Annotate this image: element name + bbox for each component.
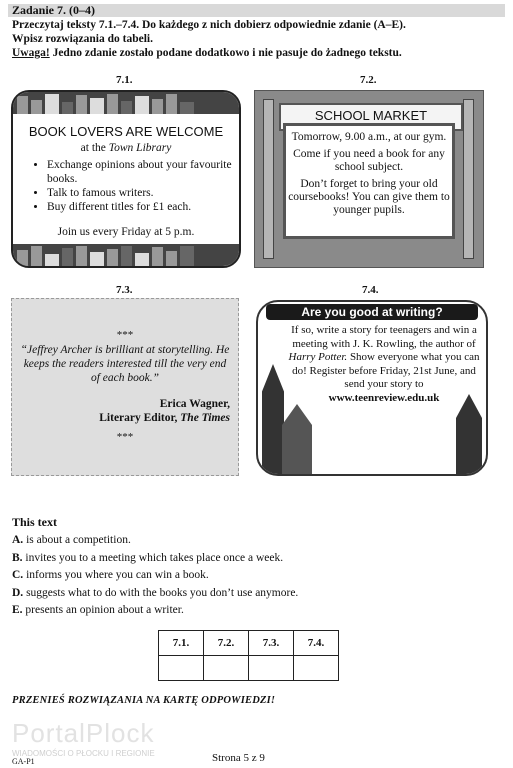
option-letter: C. [12, 569, 24, 581]
exam-code: GA-P1 [12, 757, 35, 766]
writing-contest-poster [256, 300, 488, 476]
page-number: Strona 5 z 9 [212, 752, 265, 764]
list-item: • Talk to famous writers. [47, 186, 241, 200]
option-c [12, 567, 298, 585]
bookshelf-bottom-icon [13, 244, 239, 266]
poster-list [33, 158, 241, 214]
poster-join: Join us every Friday at 5 p.m. [57, 226, 195, 238]
option-letter: D. [12, 586, 24, 599]
stars-bottom: *** [116, 431, 134, 443]
subtitle-prefix: at the [80, 142, 106, 154]
option-e [12, 602, 298, 620]
warning-label: Uwaga! [12, 47, 50, 59]
author-name: Erica Wagner, [159, 398, 230, 410]
role-prefix: Literary Editor, [99, 412, 178, 424]
poster-subtitle [13, 142, 239, 154]
answer-header-7-3: 7.3. [249, 631, 294, 656]
questions-heading: This text [12, 515, 57, 529]
instruction-line-2: Wpisz rozwiązania do tabeli. [12, 33, 153, 45]
answer-cell-7-3[interactable] [249, 656, 294, 681]
pencil-icon [463, 99, 474, 259]
list-item: • Buy different titles for £1 each. [47, 200, 241, 214]
writing-book-title: Harry Potter. [288, 351, 348, 363]
poster-title: BOOK LOVERS ARE WELCOME [28, 124, 224, 139]
list-item: • Exchange opinions about your favourite books. [47, 158, 241, 186]
role-paper: The Times [180, 412, 230, 424]
school-line-2: Come if you need a book for any school subject. [293, 148, 445, 173]
review-quote: “Jeffrey Archer is brilliant at storytelling. He keeps the readers interested till the very end of each book.” [20, 344, 230, 384]
option-text: is about a competition. [26, 534, 131, 546]
pencil-icon [263, 99, 274, 259]
questions-list [12, 532, 298, 620]
writing-body [288, 324, 480, 405]
castle-tower-icon [456, 394, 482, 474]
school-market-title: SCHOOL MARKET [279, 103, 463, 131]
school-line-1: Tomorrow, 9.00 a.m., at our gym. [291, 131, 447, 143]
book-lovers-poster [11, 90, 241, 268]
castle-tower-icon [262, 364, 284, 474]
writing-url: www.teenreview.edu.uk [328, 391, 440, 404]
answer-cell-7-1[interactable] [159, 656, 204, 681]
writing-line-2: Show everyone what you can do! Register before Friday, 21st June, and send your story to [292, 351, 480, 390]
answer-table [158, 630, 339, 681]
school-market-poster [254, 90, 484, 268]
answer-cell-7-2[interactable] [204, 656, 249, 681]
option-d [12, 585, 298, 603]
answer-table-header [159, 631, 339, 656]
text-number-7-3: 7.3. [116, 284, 133, 296]
writing-line-1: If so, write a story for teenagers and win a meeting with J. K. Rowling, the author of [291, 324, 477, 350]
stars-top: *** [116, 329, 134, 341]
castle-tower-icon [282, 404, 312, 474]
option-b [12, 550, 298, 568]
bookshelf-top-icon [13, 92, 239, 114]
text-number-7-2: 7.2. [360, 74, 377, 86]
option-text: invites you to a meeting which takes place once a week. [25, 551, 284, 564]
answer-table-row [159, 656, 339, 681]
task-instructions [12, 18, 507, 60]
school-market-body [283, 123, 455, 239]
text-number-7-1: 7.1. [116, 74, 133, 86]
text-number-7-4: 7.4. [362, 284, 379, 296]
school-line-3: Don’t forget to bring your old coursebooks! You can give them to younger pupils. [288, 178, 450, 216]
warning-text: Jedno zdanie zostało podane dodatkowo i nie pasuje do żadnego tekstu. [52, 47, 402, 59]
option-a [12, 532, 298, 550]
option-text: informs you where you can win a book. [26, 569, 209, 581]
watermark-subtitle: WIADOMOŚCI O PŁOCKU I REGIONIE [12, 749, 155, 758]
option-letter: A. [12, 534, 24, 546]
option-letter: E. [12, 604, 23, 616]
option-text: suggests what to do with the books you don’t use anymore. [26, 586, 299, 599]
answer-header-7-1: 7.1. [159, 631, 204, 656]
option-text: presents an opinion about a writer. [25, 604, 184, 616]
review-author [99, 397, 230, 425]
answer-header-7-4: 7.4. [294, 631, 339, 656]
transfer-note: PRZENIEŚ ROZWIĄZANIA NA KARTĘ ODPOWIEDZI! [12, 695, 276, 706]
option-letter: B. [12, 551, 23, 564]
critic-review-note [11, 298, 239, 476]
answer-header-7-2: 7.2. [204, 631, 249, 656]
author-role [99, 411, 230, 425]
task-title: Zadanie 7. (0–4) [12, 3, 96, 17]
instruction-warning [12, 46, 507, 60]
subtitle-place: Town Library [108, 142, 172, 154]
answer-cell-7-4[interactable] [294, 656, 339, 681]
writing-title: Are you good at writing? [266, 304, 478, 320]
instruction-line-1: Przeczytaj teksty 7.1.–7.4. Do każdego z nich dobierz odpowiednie zdanie (A–E). [12, 19, 406, 31]
watermark-logo: PortalPlock [12, 718, 155, 748]
